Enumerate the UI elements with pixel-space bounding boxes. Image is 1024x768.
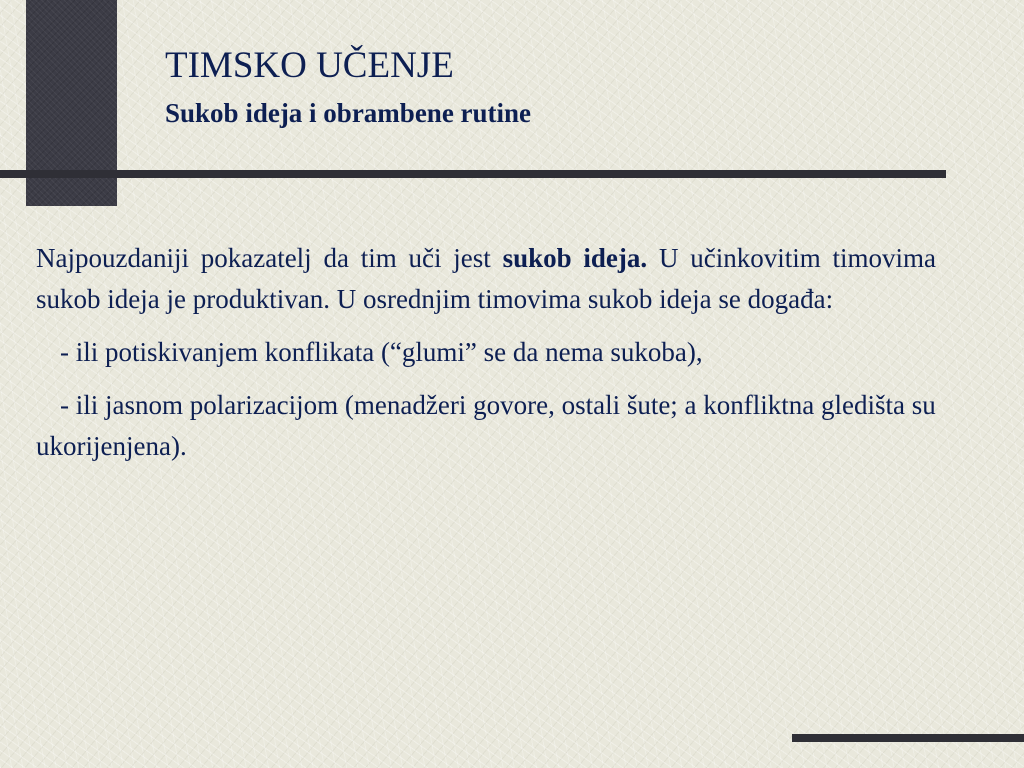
intro-bold-phrase: sukob ideja. (502, 243, 648, 273)
footer-divider-rule (792, 734, 1024, 742)
slide-title: TIMSKO UČENJE (165, 45, 454, 86)
slide-body (36, 238, 936, 479)
intro-text-end: U učinkovitim timovima sukob ideja je produktivan. U osrednjim timovima sukob ideja se događa: (36, 243, 936, 314)
intro-paragraph (36, 238, 936, 320)
list-item-suppression: - ili potiskivanjem konflikata (“glumi” se da nema sukoba), (60, 337, 703, 367)
title-divider-rule (0, 170, 946, 178)
slide-subtitle: Sukob ideja i obrambene rutine (165, 98, 532, 128)
list-item-polarization: - ili jasnom polarizacijom (menadžeri govore, ostali šute; a konfliktna gledišta su ukorijenjena). (36, 390, 936, 461)
intro-text-start: Najpouzdaniji pokazatelj da tim uči jest (36, 243, 503, 273)
